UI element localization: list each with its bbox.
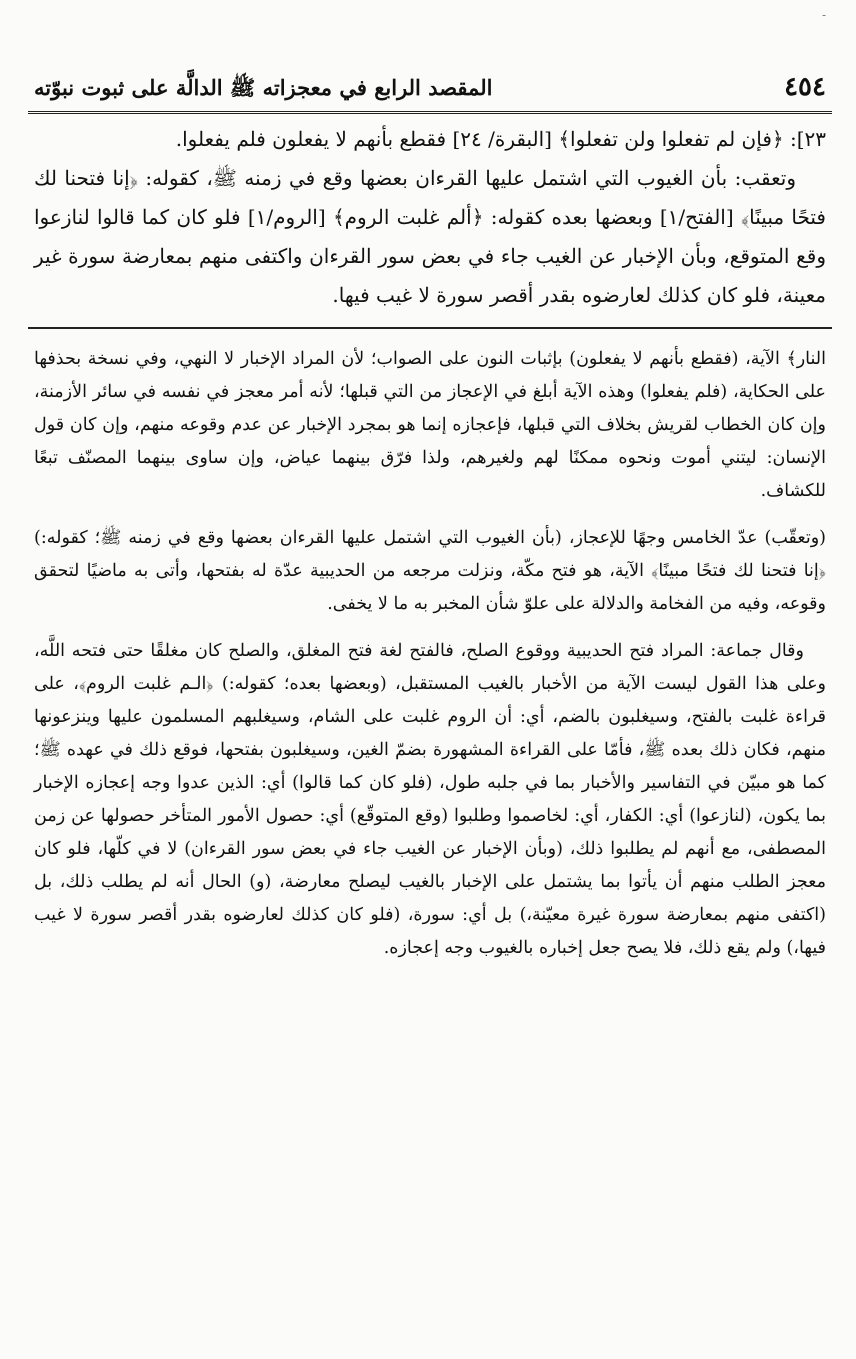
commentary-paragraph-2: (وتعقّب) عدّ الخامس وجهًا للإعجاز، (بأن الغيوب التي اشتمل عليها القرءان بعضها وقع في زمنه ﷺ؛ كقوله:) ﴿إنا فتحنا لك فتحًا مبينًا﴾ الآية، هو فتح مكّة، ونزلت مرجعه من الحديبية عدّة له بفتحها، وأتى به ماضيًا لتحقق وقوعه، وفيه من الفخامة والدلالة على علوّ شأن المخبر به ما لا يخفى. (34, 528, 826, 614)
main-text (28, 120, 832, 315)
header-rule (28, 111, 832, 114)
main-text-line: ٢٣]: ﴿فإن لم تفعلوا ولن تفعلوا﴾ [البقرة/ ٢٤] فقطع بأنهم لا يفعلون فلم يفعلوا. (175, 127, 826, 151)
scan-mark: - (821, 8, 826, 22)
page-header (28, 70, 832, 111)
section-divider (28, 327, 832, 329)
commentary-section (28, 343, 832, 965)
main-text-paragraph: وتعقب: بأن الغيوب التي اشتمل عليها القرءان بعضها وقع في زمنه ﷺ، كقوله: ﴿إنا فتحنا لك فتحًا مبينًا﴾ [الفتح/١] وبعضها بعده كقوله: ﴿ألم غلبت الروم﴾ [الروم/١] فلو كان كما قالوا لنازعوا وقع المتوقع، وبأن الإخبار عن الغيب جاء في بعض سور القرءان واكتفى منهم بمعارضة سورة غير معينة، فلو كان كذلك لعارضوه بقدر أقصر سورة لا غيب فيها. (34, 166, 826, 307)
book-page (28, 70, 832, 979)
commentary-paragraph-1: النار﴾ الآية، (فقطع بأنهم لا يفعلون) بإثبات النون على الصواب؛ لأن المراد الإخبار لا النهي، وفي نسخة بحذفها على الحكاية، (فلم يفعلوا) وهذه الآية أبلغ في الإعجاز من التي قبلها؛ لأنه أمر معجز في نفسه في سائر الأزمنة، وإن كان الخطاب لقريش بخلاف التي قبلها، فإعجازه إنما هو بمجرد الإخبار عن عدم وقوعه منهم، وإن كان قول الإنسان: ليتني أموت ونحوه ممكنًا لهم ولغيرهم، ولذا فرّق بينهما عياض، وإن ساوى بينهما المصنّف تبعًا للكشاف. (34, 349, 826, 501)
running-title: المقصد الرابع في معجزاته ﷺ الدالَّة على ثبوت نبوّته (34, 75, 493, 100)
commentary-paragraph-3: وقال جماعة: المراد فتح الحديبية ووقوع الصلح، فالفتح لغة فتح المغلق، والصلح كان مغلقًا حتى فتحه اللَّه، وعلى هذا القول ليست الآية من الأخبار بالغيب المستقبل، (وبعضها بعده؛ كقوله:) ﴿الـم غلبت الروم﴾، على قراءة غلبت بالفتح، وسيغلبون بالضم، أي: أن الروم غلبت على الشام، وسيغلبهم المسلمون عليها وينزعونها منهم، فكان ذلك بعده ﷺ، فأمّا على القراءة المشهورة بضمّ الغين، وسيغلبون بفتحها، فوقع ذلك في عهده ﷺ؛ كما هو مبيّن في التفاسير والأخبار بما في جلبه طول، (فلو كان كما قالوا) أي: الذين عدوا وجه إعجازه الإخبار بما يكون، (لنازعوا) أي: الكفار، أي: لخاصموا وطلبوا (وقع المتوقّع) أي: حصول الأمور المتأخر حصولها عن زمن المصطفى، مع أنهم لم يطلبوا ذلك، (وبأن الإخبار عن الغيب جاء في بعض سور القرءان) لا في كلّها، فلو كان معجز الطلب منهم أن يأتوا بما يشتمل على الإخبار بالغيب ليصلح معارضة، (و) الحال أنه لم يطلب ذلك، بل (اكتفى منهم بمعارضة سورة غيرة معيّنة،) بل أي: سورة، (فلو كان كذلك لعارضوه بقدر أقصر سورة لا غيب فيها،) ولم يقع ذلك، فلا يصح جعل إخباره بالغيوب وجه إعجازه. (34, 641, 826, 958)
page-number: ٤٥٤ (784, 72, 826, 102)
